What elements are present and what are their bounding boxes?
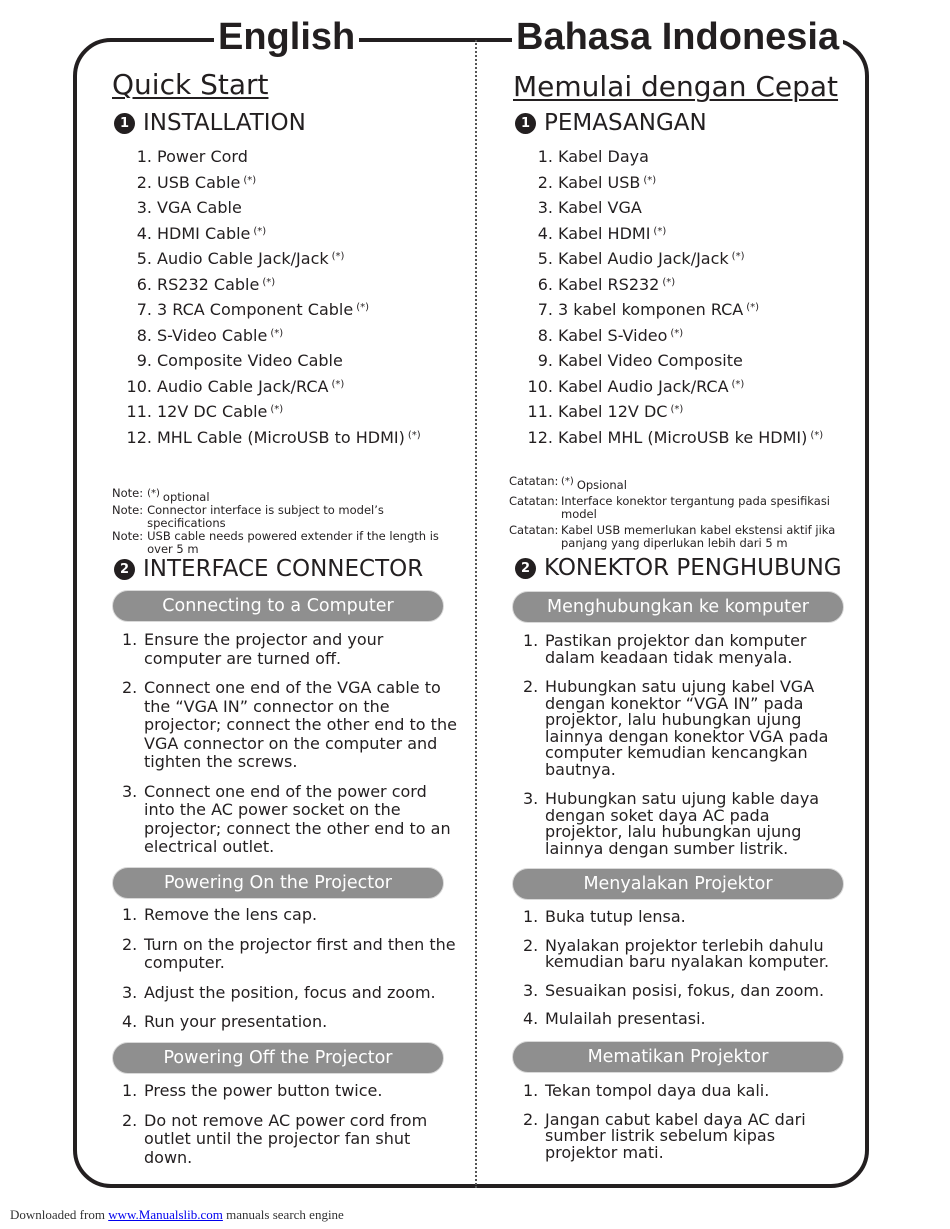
list-item: 9. Kabel Video Composite — [537, 351, 743, 370]
connecting-computer-banner-id: Menghubungkan ke komputer — [512, 591, 844, 623]
note-line: Catatan: Kabel USB memerlukan kabel ekstensi aktif jika panjang yang diperlukan lebih dari 5 m — [509, 523, 836, 550]
list-item: 2. Turn on the projector first and then the computer. — [122, 934, 456, 972]
list-item: 2. Jangan cabut kabel daya AC dari sumber listrik sebelum kipas projektor mati. — [523, 1109, 806, 1162]
step-one-badge: 1 — [114, 113, 135, 134]
list-item: 9. Composite Video Cable — [136, 351, 343, 370]
notes — [112, 487, 464, 556]
note-line: Note: Connector interface is subject to model’s specifications — [112, 503, 384, 530]
list-item: 1. Buka tutup lensa. — [523, 907, 686, 926]
list-item: 5. Kabel Audio Jack/Jack (*) — [537, 249, 745, 268]
power-off-banner-id: Mematikan Projektor — [512, 1041, 844, 1073]
list-item: 2. USB Cable (*) — [136, 172, 257, 192]
list-item: 1. Tekan tompol daya dua kali. — [523, 1081, 770, 1100]
installation-heading — [114, 109, 306, 137]
connecting-computer-banner: Connecting to a Computer — [112, 590, 444, 622]
power-on-banner-id: Menyalakan Projektor — [512, 868, 844, 900]
indonesian-header: Bahasa Indonesia — [512, 15, 843, 59]
list-item: 2. Connect one end of the VGA cable to the “VGA IN” connector on the projector; connect the other end to the VGA connector on the computer and tighten the screws. — [122, 678, 457, 771]
step-one-badge: 1 — [515, 113, 536, 134]
installation-title-id: PEMASANGAN — [544, 110, 707, 136]
interface-title-id: KONEKTOR PENGHUBUNG — [544, 555, 842, 581]
list-item: 1. Kabel Daya — [537, 147, 649, 166]
step-two-badge: 2 — [114, 559, 135, 580]
list-item: 10. Kabel Audio Jack/RCA (*) — [527, 376, 745, 396]
power-on-banner: Powering On the Projector — [112, 867, 444, 899]
power-off-steps-id — [523, 1083, 833, 1161]
list-item: 1. Press the power button twice. — [122, 1081, 383, 1100]
list-item: 7. 3 kabel komponen RCA (*) — [537, 300, 760, 319]
download-footer — [10, 1207, 344, 1223]
list-item: 3. VGA Cable — [136, 198, 242, 217]
list-item: 11. 12V DC Cable (*) — [126, 402, 284, 421]
footer-prefix: Downloaded from — [10, 1207, 105, 1222]
list-item: 3. Connect one end of the power cord into the AC power socket on the projector; connect the other end to an electrical outlet. — [122, 781, 451, 856]
power-off-steps — [122, 1082, 462, 1167]
list-item: 5. Audio Cable Jack/Jack (*) — [136, 249, 345, 268]
quick-start-title: Quick Start — [112, 68, 269, 101]
list-item: 10. Audio Cable Jack/RCA (*) — [126, 376, 345, 396]
interface-heading — [114, 555, 423, 583]
list-item: 8. S-Video Cable (*) — [136, 325, 284, 345]
computer-steps-id — [523, 633, 833, 857]
cable-list-id — [521, 145, 823, 451]
list-item: 1. Pastikan projektor dan komputer dalam keadaan tidak menyala. — [523, 631, 807, 667]
installation-title: INSTALLATION — [143, 110, 306, 136]
manualslib-link[interactable]: www.Manualslib.com — [108, 1207, 223, 1222]
list-item: 3. Sesuaikan posisi, fokus, dan zoom. — [523, 980, 825, 1000]
power-on-steps-id — [523, 909, 833, 1028]
list-item: 3. Hubungkan satu ujung kable daya dengan soket daya AC pada projektor, lalu hubungkan ujung lainnya dengan sumber listrik. — [523, 789, 820, 858]
english-header: English — [214, 15, 359, 59]
step-two-badge: 2 — [515, 558, 536, 579]
column-divider — [475, 40, 477, 1188]
list-item: 1. Remove the lens cap. — [122, 905, 318, 924]
list-item: 6. RS232 Cable (*) — [136, 274, 276, 294]
note-line: Note: USB cable needs powered extender if the length is over 5 m — [112, 529, 439, 556]
list-item: 4. Mulailah presentasi. — [523, 1009, 706, 1028]
note-line: Catatan: Interface konektor tergantung pada spesifikasi model — [509, 494, 831, 521]
installation-heading-id — [515, 109, 707, 137]
list-item: 2. Do not remove AC power cord from outlet until the projector fan shut down. — [122, 1110, 428, 1167]
list-item: 4. Kabel HDMI (*) — [537, 223, 667, 243]
list-item: 1. Power Cord — [136, 147, 248, 166]
power-off-banner: Powering Off the Projector — [112, 1042, 444, 1074]
list-item: 3. Kabel VGA — [537, 198, 642, 217]
list-item: 2. Hubungkan satu ujung kabel VGA dengan konektor “VGA IN” pada projektor, lalu hubungkan ujung lainnya dengan konektor VGA pada computer kemudian kencangkan bautnya. — [523, 677, 829, 779]
footer-suffix: manuals search engine — [226, 1207, 344, 1222]
list-item: 1. Ensure the projector and your computer are turned off. — [122, 630, 384, 668]
note-line: Note: (*) optional — [112, 486, 210, 504]
interface-heading-id — [515, 554, 842, 582]
list-item: 7. 3 RCA Component Cable (*) — [136, 300, 369, 319]
list-item: 2. Kabel USB (*) — [537, 172, 657, 192]
list-item: 4. Run your presentation. — [122, 1012, 328, 1031]
cable-list — [120, 145, 421, 451]
list-item: 12. Kabel MHL (MicroUSB ke HDMI) (*) — [527, 427, 824, 447]
power-on-steps — [122, 906, 462, 1032]
list-item: 8. Kabel S-Video (*) — [537, 325, 684, 345]
list-item: 11. Kabel 12V DC (*) — [527, 402, 684, 421]
computer-steps — [122, 631, 462, 857]
notes-id — [509, 475, 841, 550]
interface-title: INTERFACE CONNECTOR — [143, 556, 424, 582]
list-item: 4. HDMI Cable (*) — [136, 223, 267, 243]
list-item: 6. Kabel RS232 (*) — [537, 274, 676, 294]
list-item: 2. Nyalakan projektor terlebih dahulu kemudian baru nyalakan komputer. — [523, 935, 830, 971]
list-item: 3. Adjust the position, focus and zoom. — [122, 982, 436, 1002]
quick-start-title-id: Memulai dengan Cepat — [513, 70, 839, 103]
list-item: 12. MHL Cable (MicroUSB to HDMI) (*) — [126, 427, 421, 447]
note-line: Catatan: (*) Opsional — [509, 474, 627, 492]
